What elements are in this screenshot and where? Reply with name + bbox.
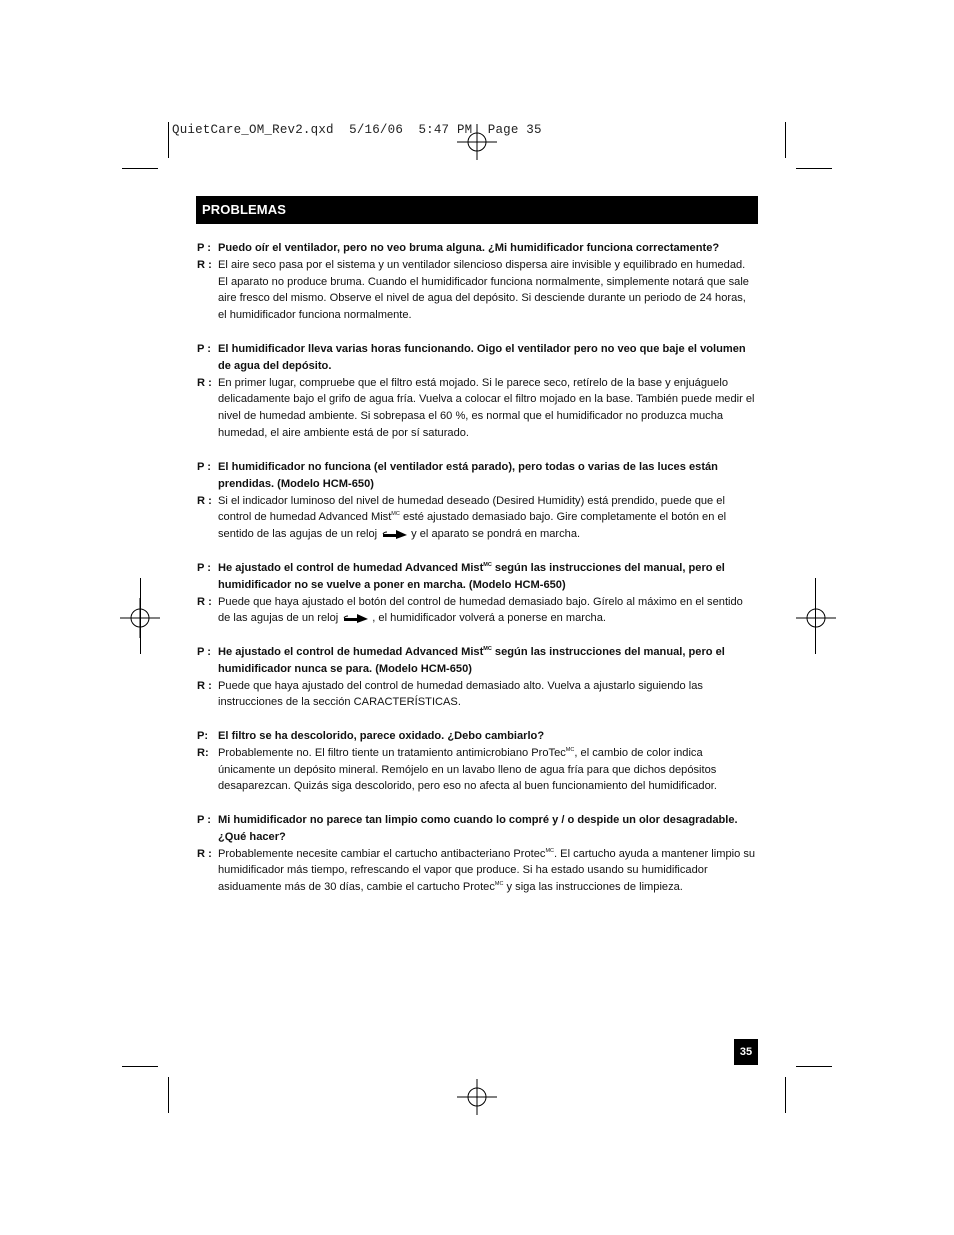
answer-text: El aire seco pasa por el sistema y un ventilador silencioso dispersa aire invisible y equilibrado en humedad. El aparato no produce bruma. Cuando el humidificador funciona normalmente, simplemente notará que sale aire fresco del mismo. Observe el nivel de agua del depósito. Si desciende durante un periodo de 24 horas, el humidificador funciona normalmente. (218, 258, 749, 322)
question-segment: He ajustado el control de humedad Advanced Mist (218, 646, 484, 658)
answer-segment: y siga las instrucciones de limpieza. (503, 881, 683, 894)
question-row (197, 560, 757, 594)
question-text: Puedo oír el ventilador, pero no veo bruma alguna. ¿Mi humidificador funciona correctamente? (218, 242, 720, 254)
question-label: P: (197, 730, 209, 742)
crop-mark-bottom-right-h (796, 1066, 832, 1067)
answer-label: R : (197, 679, 212, 692)
answer-text: Puede que haya ajustado del control de humedad demasiado alto. Vuelva a ajustarlo siguiendo las instrucciones de la sección CARACTERÍSTICAS. (218, 679, 703, 709)
answer-segment: Si el indicador luminoso del nivel de humedad deseado (Desired Humidity) está prendido, puede que el control de humedad Advanced Mist (218, 494, 725, 524)
answer-label: R : (197, 494, 212, 507)
registration-mark-icon (457, 122, 497, 162)
question-label: P : (197, 343, 211, 355)
question-text (218, 644, 757, 678)
answer-row (197, 375, 757, 442)
answer-segment: Probablemente necesite cambiar el cartucho antibacteriano Protec (218, 847, 546, 860)
answer-segment: y el aparato se pondrá en marcha. (411, 528, 581, 541)
answer-segment: esté ajustado demasiado bajo. Gire completamente el botón en el sentido de las agujas de un reloj (218, 511, 727, 541)
answer-label: R : (197, 847, 212, 860)
answer-segment: Probablemente no. El filtro tiente un tratamiento antimicrobiano ProTec (218, 746, 566, 759)
question-label: P : (197, 646, 211, 658)
answer-text: En primer lugar, compruebe que el filtro está mojado. Si le parece seco, retírelo de la base y enjuáguelo delicadamente bajo el grifo de agua fría. Vuelva a colocar el filtro mojado en la base. También puede medir el nivel de humedad ambiente. Si sobrepasa el 60 %, es normal que el humidificador no produzca mucha humedad, el aire ambiente está de por sí saturado. (218, 376, 755, 439)
trademark-superscript: MC (391, 511, 400, 518)
registration-mark-icon (796, 598, 836, 638)
crop-mark-top-left-v (168, 122, 169, 158)
crop-mark-top-right-h (796, 168, 832, 169)
question-text (218, 560, 757, 594)
answer-label: R : (197, 376, 212, 389)
answer-label: R : (197, 258, 212, 271)
qa-item (197, 341, 757, 442)
question-row (197, 812, 757, 846)
trademark-superscript: MC (565, 746, 575, 753)
trademark-superscript: MC (483, 646, 492, 652)
answer-row (197, 493, 757, 543)
question-label: P : (197, 814, 211, 826)
question-text: El filtro se ha descolorido, parece oxidado. ¿Debo cambiarlo? (218, 730, 545, 742)
answer-text (218, 745, 757, 795)
answer-label: R: (197, 746, 209, 759)
trademark-superscript: MC (545, 847, 555, 854)
question-segment: He ajustado el control de humedad Advanced Mist (218, 562, 484, 574)
question-row (197, 240, 757, 257)
question-row (197, 341, 757, 375)
answer-segment: , el cambio de color indica únicamente un depósito mineral. Remójelo en un lavabo lleno de agua fría para que dichos depósitos desaparezcan. Quizás siga descolorido, pero eso no afecta al buen funcionamiento del humidificador. (218, 746, 717, 793)
section-header (196, 196, 758, 224)
question-label: P : (197, 562, 211, 574)
trademark-superscript: MC (494, 881, 504, 888)
question-text: Mi humidificador no parece tan limpio como cuando lo compré y / o despide un olor desagradable. ¿Qué hacer? (218, 814, 738, 843)
answer-text (218, 846, 757, 896)
answer-text (218, 493, 757, 543)
question-label: P : (197, 242, 211, 254)
question-row (197, 459, 757, 493)
qa-item (197, 240, 757, 324)
answer-row (197, 594, 757, 628)
qa-item (197, 459, 757, 543)
printer-slug: QuietCare_OM_Rev2.qxd 5/16/06 5:47 PM Page 35 (172, 123, 542, 137)
crop-mark-bottom-left-h (122, 1066, 158, 1067)
answer-segment: , el humidificador volverá a ponerse en marcha. (372, 612, 606, 625)
question-text: El humidificador no funciona (el ventilador está parado), pero todas o varias de las luces están prendidas. (Modelo HCM-650) (218, 461, 718, 490)
registration-line-right (815, 578, 816, 654)
section-title: PROBLEMAS (202, 202, 286, 217)
qa-item (197, 728, 757, 795)
question-segment: según las instrucciones del manual, pero el humidificador no se vuelve a poner en marcha. (Modelo HCM-650) (218, 562, 725, 591)
question-text: El humidificador lleva varias horas funcionando. Oigo el ventilador pero no veo que baje el volumen de agua del depósito. (218, 343, 746, 372)
question-row (197, 644, 757, 678)
trademark-superscript: MC (483, 562, 492, 568)
crop-mark-top-left-h (122, 168, 158, 169)
qa-item (197, 644, 757, 711)
question-label: P : (197, 461, 211, 473)
registration-line-left (140, 578, 141, 654)
crop-mark-top-right-v (785, 122, 786, 158)
answer-label: R : (197, 595, 212, 608)
qa-item (197, 560, 757, 627)
qa-item (197, 812, 757, 896)
answer-row (197, 745, 757, 795)
crop-mark-bottom-left-v (168, 1077, 169, 1113)
page-number: 35 (734, 1039, 758, 1065)
registration-mark-icon (457, 1077, 497, 1117)
answer-text (218, 594, 757, 628)
answer-row (197, 846, 757, 896)
question-segment: según las instrucciones del manual, pero el humidificador nunca se para. (Modelo HCM-650) (218, 646, 725, 675)
question-row (197, 728, 757, 745)
answer-row (197, 678, 757, 712)
answer-segment: Puede que haya ajustado el botón del control de humedad demasiado bajo. Gírelo al máximo en el sentido de las agujas de un reloj (218, 595, 743, 625)
clockwise-arrow-icon (382, 527, 408, 539)
answer-row (197, 257, 757, 324)
clockwise-arrow-icon (343, 611, 369, 623)
crop-mark-bottom-right-v (785, 1077, 786, 1113)
answer-segment: . El cartucho ayuda a mantener limpio su humidificador más tiempo, refrescando el vapor que produce. Si ha estado usando su humidificador asiduamente más de 30 días, cambie el cartucho Protec (218, 847, 756, 894)
